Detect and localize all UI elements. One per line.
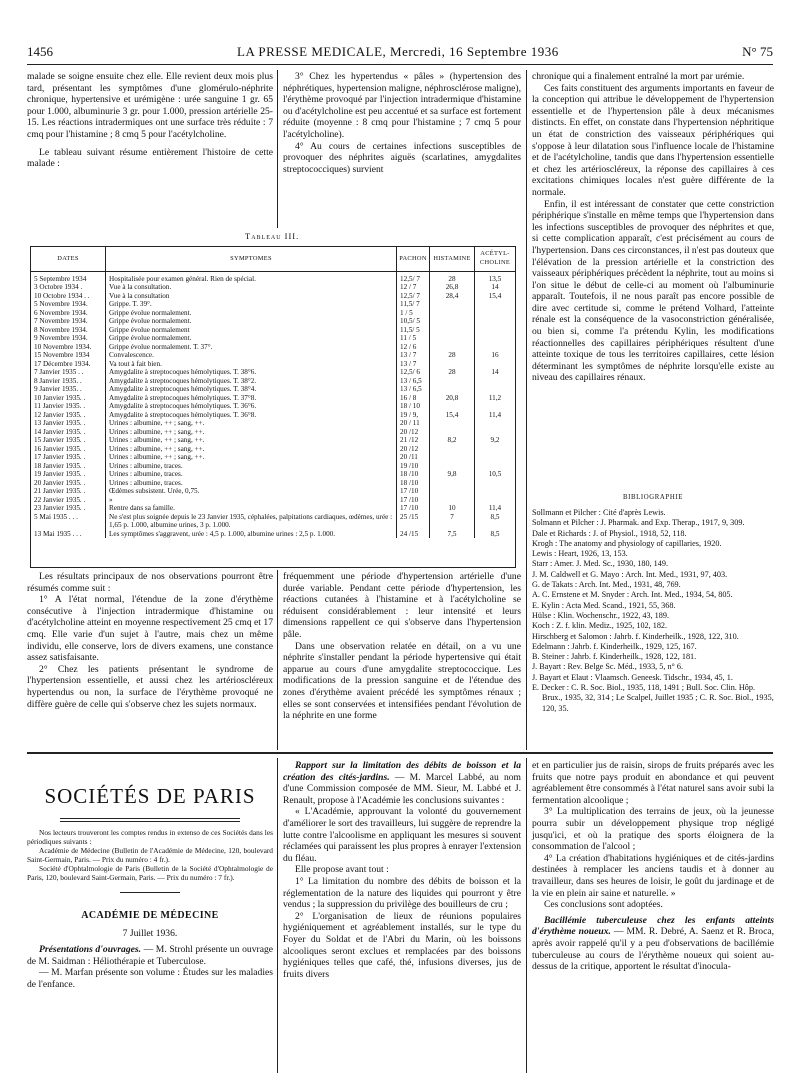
cell-pachon: 13 / 6,5 [397,385,430,394]
table-row [31,309,515,318]
table-iii-grid [31,247,515,538]
cell-date: 6 Novembre 1934. [34,308,88,317]
cell-histamine: 28 [430,368,475,377]
bibliography-entry: Krogh : The anatomy and physiology of capillaries, 1920. [532,538,722,548]
page-header [27,44,773,62]
cell-histamine: 26,8 [430,283,475,292]
cell-pachon: 20 /12 [397,445,430,454]
cell-acetylcholine: 10,5 [475,470,516,479]
bibliography-entry: Sollmann et Pilcher : Cité d'après Lewis. [532,508,666,517]
cell-pachon: 20 /11 [397,453,430,462]
cell-pachon: 12,5/ 7 [397,271,430,283]
table-row [31,377,515,386]
cell-date: 12 Janvier 1935. . [34,410,86,419]
rapport: Rapport sur la limitation des débits de boisson et la création des cités-jardins. — M. Marcel Labbé, au nom d'une Commission composée de MM. Sieur, M. Labbé et J. Renault, propose à l'Académie les conclusions suivantes : « L'Académie, approuvant la volonté du gouvernement d'améliorer le sort des travailleurs, lui suggère de reprendre la lutte contre l'alcoolisme en appliquant les mesures si souvent réclamées qui paraissent les plus propres à enrayer l'extension du fléau. Elle propose avant tout : 1° La limitation du nombre des débits de boisson et la réglementation de la nature des liquides qui pourront y être vendus ; la suppression du privilège des bouilleurs de cru ; 2° L'organisation de lieux de réunions populaires hygiéniquement et agréablement installés, sur le type du Foyer du Soldat et de l'Abri du Marin, où les boissons alcooliques seront exclues et remplacées par des boissons hygiéniques telles que café, thé, infusions diverses, jus de fruits divers [283,760,521,980]
paragraph: chronique qui a finalement entraîné la mort par urémie. [532,71,745,82]
cell-histamine: 28,4 [430,292,475,301]
col-header-acetylcholine: ACÉTYL-CHOLINE [475,247,516,271]
cell-histamine: 28 [430,351,475,360]
table-row [31,496,515,505]
column-2-top [283,71,521,175]
table-row [31,271,515,283]
academie-rule [120,892,180,893]
cell-symptom: » [106,496,397,505]
cell-pachon: 24 /15 [397,530,430,539]
table-row [31,530,515,539]
cell-acetylcholine [475,317,516,326]
cell-symptom: Amygdalite à streptocoques hémolytiques. T. 38°4. [106,385,397,394]
cell-histamine: 28 [430,271,475,283]
cell-acetylcholine [475,385,516,394]
cell-histamine: 7 [430,513,475,530]
cell-acetylcholine [475,309,516,318]
column-1-top [27,71,273,170]
column-3-top [532,71,774,384]
cell-pachon: 11,5/ 5 [397,326,430,335]
cell-acetylcholine [475,402,516,411]
bibliography-title: BIBLIOGRAPHIE [623,494,683,501]
cell-acetylcholine: 15,4 [475,292,516,301]
table-row [31,326,515,335]
cell-pachon: 25 /15 [397,513,430,530]
cell-histamine [430,487,475,496]
table-row [31,428,515,437]
cell-pachon: 17 /10 [397,487,430,496]
cell-acetylcholine: 11,4 [475,411,516,420]
bibliography-entry: Solmann et Pilcher : J. Pharmak. and Exp. Therap., 1917, 9, 309. [532,518,745,528]
bibliography-entry: Dale et Richards : J. of Physiol., 1918, 52, 118. [532,528,687,538]
cell-date: 21 Janvier 1935. . [34,487,86,495]
cell-symptom: Œdèmes subsistent. Urée, 0,75. [106,487,397,496]
table-row [31,351,515,360]
paragraph: Les résultats principaux de nos observations pourront être résumés comme suit : [27,571,273,594]
cell-pachon: 13 / 7 [397,360,430,369]
bibliography-entry: Lewis : Heart, 1926, 13, 153. [532,549,628,559]
cell-symptom: Grippe évolue normalement [106,326,397,335]
cell-pachon: 12 / 7 [397,283,430,292]
bibliography-entry: A. C. Ernstene et M. Snyder : Arch. Int. Med., 1934, 54, 805. [532,590,733,600]
paragraph: 4° Au cours de certaines infections susceptibles de provoquer des néphrites aiguës (scarlatines, amygdalites streptococciques) survient [283,140,521,175]
cell-pachon: 13 / 6,5 [397,377,430,386]
bibliography-entry: Hülse : Klin. Wochenschr., 1922, 43, 189. [532,610,669,620]
cell-pachon: 12,5/ 6 [397,368,430,377]
cell-date: 10 Janvier 1935. . [34,393,86,402]
table-row [31,504,515,513]
table-row [31,283,515,292]
cell-date: 20 Janvier 1935. . [34,478,86,487]
cell-symptom: Vue à la consultation. [106,283,397,292]
table-row [31,462,515,471]
cell-pachon: 11,5/ 7 [397,300,430,309]
cell-symptom: Urines : albumine, ++ ; sang, ++. [106,436,397,445]
cell-date: 9 Novembre 1934. [34,334,88,342]
table-row [31,300,515,309]
table-caption: Tableau III. [245,231,300,241]
cell-histamine [430,377,475,386]
cell-date: 3 Octobre 1934 . [34,283,83,291]
cell-histamine [430,496,475,505]
cell-symptom: Amygdalite à streptocoques hémolytiques. T. 36°6. [106,402,397,411]
table-row [31,411,515,420]
cell-acetylcholine: 14 [475,283,516,292]
table-row [31,334,515,343]
cell-acetylcholine [475,419,516,428]
cell-acetylcholine: 16 [475,351,516,360]
cell-pachon: 21 /12 [397,436,430,445]
cell-date: 17 Décembre 1934. [34,359,91,368]
cell-symptom: Grippe évolue normalement. [106,334,397,343]
cell-histamine: 7,5 [430,530,475,539]
cell-date: 9 Janvier 1935. . [34,385,82,393]
bibliography-entry: E. Kylin : Acta Med. Scand., 1921, 55, 368. [532,600,676,610]
column-2-bottom [283,571,521,722]
academie-title: ACADÉMIE DE MÉDECINE [81,910,219,921]
cell-histamine [430,428,475,437]
table-iii [30,246,516,568]
cell-date: 11 Janvier 1935. . [34,402,86,410]
cell-date: 17 Janvier 1935. . [34,453,86,461]
cell-pachon: 20 /12 [397,428,430,437]
cell-symptom: Rentre dans sa famille. [106,504,397,513]
cell-pachon: 19 /10 [397,462,430,471]
cell-histamine [430,479,475,488]
cell-acetylcholine [475,428,516,437]
column-1-bottom [27,571,273,710]
header-rule [27,64,773,65]
journal-title: LA PRESSE MEDICALE, Mercredi, 16 Septembre 1936 [237,44,559,59]
cell-pachon: 10,5/ 5 [397,317,430,326]
cell-date: 10 Novembre 1934. [34,342,92,351]
cell-date: 15 Janvier 1935. . [34,436,86,444]
paragraph: Le tableau suivant résume entièrement l'histoire de cette malade : [27,146,273,170]
paragraph: 3° Chez les hypertendus « pâles » (hypertension des néphrétiques, hypertension maligne, néphrosclérose maligne), l'érythème provoqué par l'injection intradermique d'histamine ou d'acétylcholine est peu accentué et sa surface est fortement réduite (moyenne : 8 cmq pour l'histamine ; 7 cmq 5 pour l'acétylcholine). [283,71,521,140]
table-row [31,368,515,377]
cell-date: 19 Janvier 1935. . [34,470,86,478]
presentations: Présentations d'ouvrages. — M. Strohl présente un ouvrage de M. Saidman : Héliothérapie et Tuberculose. — M. Marfan présente son volume : Études sur les maladies de l'enfance. [27,944,274,990]
cell-date: 13 Janvier 1935. . [34,419,86,427]
paragraph: fréquemment une période d'hypertension artérielle d'une durée variable. Pendant cette période d'hypertension, les réactions cutanées à l'histamine et à l'acétylcholine se réduisent considérablement : leur intensité et leurs dimensions rappellent ce qui s'observe dans l'hypertension pâle. [283,571,521,640]
cell-date: 5 Novembre 1934. [34,300,88,308]
cell-histamine [430,385,475,394]
cell-acetylcholine [475,300,516,309]
bibliography-entry: B. Steiner : Jahrb. f. Kinderheilk., 1928, 122, 181. [532,652,697,662]
paragraph: Ces faits constituent des arguments importants en faveur de la conception qui attribue le développement de l'hypertension essentielle et de l'hypertension pâle à deux mécanismes distincts. En effet, on constate dans l'hypertension néphritique un état de constriction des vaisseaux périphériques qui s'oppose à leur dilatation sous l'influence locale de l'histamine et de l'acétylcholine, tandis que dans l'hypertension essentielle et chez les artérioscléreux, la réponse des capillaires à ces excitations chimiques locales n'est guère différente de la normale. [532,82,774,198]
cell-symptom: Les symptômes s'aggravent, urée : 4,5 p. 1.000, albumine urines : 2,5 p. 1.000. [106,530,397,539]
bibliography-entry: Starr : Amer. J. Med. Sc., 1930, 180, 149. [532,559,668,569]
societes-title: SOCIÉTÉS DE PARIS [44,784,256,808]
bibliography-entry: G. de Takats : Arch. Int. Med., 1931, 48, 769. [532,580,681,590]
column-divider [526,70,527,750]
cell-pachon: 17 /10 [397,496,430,505]
cell-pachon: 1 / 5 [397,309,430,318]
cell-histamine [430,419,475,428]
cell-symptom: Va tout à fait bien. [106,360,397,369]
bibliography-entry: J. Bayart et Elaut : Vlaamsch. Geneesk. Tidschr., 1934, 45, 1. [532,672,733,682]
cell-date: 5 Septembre 1934 [34,274,87,283]
cell-pachon: 13 / 7 [397,351,430,360]
cell-symptom: Grippe. T. 39°. [106,300,397,309]
cell-acetylcholine [475,479,516,488]
column-divider [277,70,278,228]
cell-symptom: Convalescence. [106,351,397,360]
bibliography-entry: Hirschberg et Salomon : Jahrb. f. Kinderheilk., 1928, 122, 310. [532,631,739,641]
table-row [31,453,515,462]
cell-date: 10 Octobre 1934 . . [34,291,90,300]
cell-symptom: Grippe évolue normalement. T. 37°. [106,343,397,352]
cell-symptom: Grippe évolue normalement. [106,317,397,326]
cell-symptom: Hospitalisée pour examen général. Rien de spécial. [106,271,397,283]
table-row [31,394,515,403]
col-header-histamine: HISTAMINE [430,247,475,271]
cell-acetylcholine [475,453,516,462]
col-header-dates: DATES [31,247,106,271]
cell-date: 23 Janvier 1935. . [34,504,86,512]
table-row [31,470,515,479]
cell-histamine [430,309,475,318]
cell-symptom: Urines : albumine, ++ ; sang, ++. [106,453,397,462]
table-body [31,271,515,538]
paragraph: Enfin, il est intéressant de constater que cette constriction périphérique s'installe en même temps que l'hypertension dans les infections susceptibles de provoquer des néphrites et que, si cette complication apparaît, c'est précisément au cours de l'hypertension. Dans ces circonstances, il n'est pas douteux que l'élévation de la pression artérielle et la constriction des vaisseaux périphériques précèdent la néphrite, tout au moins si l'on situe le début de celle-ci au moment où l'albuminurie apparaît. Toutefois, il ne nous paraît pas encore possible de dire avec certitude si, comme le prétend Volhard, l'atteinte rénale est la conséquence de la vasoconstriction généralisée, ou bien si, comme l'a prétendu Kylin, les modifications réactionnelles des capillaires périphériques résultent d'une atteinte toxique de tous les territoires capillaires, cette lésion déterminant les symptômes de néphrite lorsqu'elle existe au niveau des capillaires rénaux. [532,198,774,384]
table-row [31,343,515,352]
cell-histamine [430,343,475,352]
cell-histamine [430,334,475,343]
cell-acetylcholine: 11,4 [475,504,516,513]
bibliography-entry: E. Decker : C. R. Soc. Biol., 1935, 118, 1491 ; Bull. Soc. Clin. Hôp. Brux., 1935, 32, 314 ; Le Scalpel, Juillet 1935 ; C. R. Soc. Biol., 1935, 120, 35. [532,683,774,713]
table-row [31,317,515,326]
bibliography-entry: Koch : Z. f. klin. Mediz., 1925, 102, 182. [532,621,668,631]
cell-acetylcholine: 9,2 [475,436,516,445]
cell-symptom: Amygdalite à streptocoques hémolytiques. T. 37°8. [106,394,397,403]
cell-acetylcholine [475,377,516,386]
cell-date: 18 Janvier 1935. . [34,461,86,470]
cell-date: 22 Janvier 1935. . [34,495,86,504]
cell-pachon: 19 / 9, [397,411,430,420]
table-row [31,445,515,454]
cell-acetylcholine [475,445,516,454]
cell-acetylcholine: 13,5 [475,271,516,283]
cell-symptom: Grippe évolue normalement. [106,309,397,318]
cell-symptom: Urines : albumine, ++ ; sang, ++. [106,428,397,437]
academie-date: 7 Juillet 1936. [122,928,178,939]
cell-histamine [430,445,475,454]
cell-histamine: 20,8 [430,394,475,403]
cell-date: 8 Janvier 1935. . [34,376,82,385]
bibliography-entry: J. Bayart : Rev. Belge Sc. Méd., 1933, 5, n° 6. [532,662,684,672]
table-row [31,513,515,530]
col-header-pachon: PACHON [397,247,430,271]
cell-symptom: Amygdalite à streptocoques hémolytiques. T. 38°6. [106,368,397,377]
issue-number: N° 75 [742,44,773,59]
cell-histamine [430,300,475,309]
cell-pachon: 17 /10 [397,504,430,513]
cell-date: 7 Novembre 1934. [34,317,88,325]
cell-histamine [430,317,475,326]
table-row [31,402,515,411]
col-header-symptomes: SYMPTOMES [106,247,397,271]
cell-pachon: 18 / 10 [397,402,430,411]
cell-symptom: Urines : albumine, traces. [106,479,397,488]
cell-histamine: 8,2 [430,436,475,445]
cell-acetylcholine [475,462,516,471]
cell-acetylcholine: 11,2 [475,394,516,403]
cell-histamine: 9,8 [430,470,475,479]
table-row [31,385,515,394]
cell-date: 15 Novembre 1934 [34,351,90,359]
cell-symptom: Amygdalite à streptocoques hémolytiques. T. 38°2. [106,377,397,386]
paragraph: 2° Chez les patients présentant le syndrome de l'hypertension essentielle, et aussi chez les artérioscléreux hypertendus ou non, la surface de l'érythème provoqué ne diffère guère de celle qui s'observe chez les sujets normaux. [27,663,273,710]
cell-symptom: Urines : albumine, ++ ; sang, ++. [106,445,397,454]
cell-date: 7 Janvier 1935 . . [34,368,84,376]
cell-acetylcholine: 8,5 [475,530,516,539]
bibliography-entry: Edelmann : Jahrb. f. Kinderheilk., 1929, 125, 167. [532,641,697,651]
cell-acetylcholine [475,487,516,496]
cell-date: 5 Mai 1935 . . . [34,512,78,521]
table-header-row [31,247,515,271]
cell-histamine: 10 [430,504,475,513]
cell-histamine [430,326,475,335]
cell-pachon: 18 /10 [397,479,430,488]
cell-acetylcholine [475,343,516,352]
cell-symptom: Amygdalite à streptocoques hémolytiques. T. 36°8. [106,411,397,420]
paragraph: Dans une observation relatée en détail, on a vu une néphrite s'installer pendant la période hypertensive qui était apparue au cours d'une amygdalite streptococcique. Les modifications de la pression sanguine et de l'étendue des zones d'érythème avaient précédé les symptômes rénaux ; elles se sont conservées et intensifiées pendant l'évolution de la néphrite en une forme [283,640,521,722]
cell-date: 8 Novembre 1934. [34,325,88,334]
cell-acetylcholine [475,360,516,369]
bibliography-entry: J. M. Caldwell et G. Mayo : Arch. Int. Med., 1931, 97, 403. [532,569,728,579]
cell-histamine [430,462,475,471]
cell-symptom: Urines : albumine, traces. [106,462,397,471]
cell-pachon: 12,5/ 7 [397,292,430,301]
table-row [31,479,515,488]
cell-date: 16 Janvier 1935. . [34,444,86,453]
column-3-bottom: et en particulier jus de raisin, sirops de fruits préparés avec les fruits que notre pays produit en abondance et qui peuvent agréablement être consommés à l'état naturel sans avoir subi la fermentation alcoolique ; 3° La multiplication des terrains de jeux, où la jeunesse pourra subir un développement physique trop négligé jusqu'ici, et où la pratique des sports éloignera de la consommation de l'alcool ; 4° La création d'habitations hygiéniques et de cités-jardins destinées à remplacer les anciens taudis et à donner au travailleur, dans ses heures de loisir, le goût du jardinage et de la vie en plein air saine et naturelle. » Ces conclusions sont adoptées. Bacillémie tuberculeuse chez les enfants atteints d'érythème noueux. — MM. R. Debré, A. Saenz et R. Broca, après avoir rappelé qu'il y a peu d'observations de bacillémie tuberculeuse au cours de l'érythème noueux qui soient au-dessus de la critique, apportent le résultat d'inocula- [532,760,774,973]
cell-histamine [430,453,475,462]
cell-symptom: Vue à la consultation [106,292,397,301]
table-row [31,419,515,428]
table-row [31,360,515,369]
paragraph: 1° A l'état normal, l'étendue de la zone d'érythème consécutive à l'injection intradermique d'histamine ou d'acétylcholine atteint en moyenne respectivement 25 cmq et 17 cmq. Elle varie d'un sujet à l'autre, mais chez un même individu, elle conserve, lors de divers examens, une constance assez satisfaisante. [27,594,273,664]
cell-pachon: 18 /10 [397,470,430,479]
column-divider [277,570,278,750]
cell-histamine [430,360,475,369]
cell-acetylcholine [475,334,516,343]
table-row [31,436,515,445]
societes-intro: Nos lecteurs trouveront les comptes rendus in extenso de ces Sociétés dans les périodiques suivants : Académie de Médecine (Bulletin de l'Académie de Médecine, 120, boulevard Saint-Germain, Paris. — Prix du numéro : 4 fr.). Société d'Ophtalmologie de Paris (Bulletin de la Société d'Ophtalmologie de Paris, 120, boulevard Saint-Germain, Paris. — Prix du numéro : 7 fr.). [27,828,273,883]
cell-acetylcholine: 14 [475,368,516,377]
paragraph: malade se soigne ensuite chez elle. Elle revient deux mois plus tard, présentant les symptômes d'une glomérulo-néphrite chronique, hypertensive et urémigène : urée sanguine 1 gr. 65 pour 1.000, albuminurie 3 gr. pour 1.000, pression artérielle 25-15. Les réactions intradermiques ont une surface très réduite : 7 cmq pour l'histamine ; 8 cmq 5 pour l'acétylcholine. [27,71,273,140]
cell-acetylcholine: 8,5 [475,513,516,530]
cell-histamine: 15,4 [430,411,475,420]
societes-title-rule [60,818,240,822]
cell-symptom: Urines : albumine, ++ ; sang, ++. [106,419,397,428]
cell-date: 13 Mai 1935 . . . [34,529,82,538]
bibliography [532,508,774,714]
table-row [31,292,515,301]
cell-pachon: 11 / 5 [397,334,430,343]
column-divider [277,758,278,1073]
cell-pachon: 20 / 11 [397,419,430,428]
cell-symptom: Ne s'est plus soignée depuis le 23 Janvier 1935, céphalées, palpitations cardiaques, œdèmes, urée : 1,65 p. 1.000, albumine urines, 3 p. 1.000. [106,513,397,530]
page-number: 1456 [27,44,53,59]
cell-symptom: Urines : albumine, traces. [106,470,397,479]
column-divider [526,758,527,1073]
cell-acetylcholine [475,496,516,505]
cell-histamine [430,402,475,411]
cell-pachon: 16 / 8 [397,394,430,403]
cell-acetylcholine [475,326,516,335]
cell-date: 14 Janvier 1935. . [34,427,86,436]
section-rule [27,752,773,754]
table-row [31,487,515,496]
cell-pachon: 12 / 6 [397,343,430,352]
